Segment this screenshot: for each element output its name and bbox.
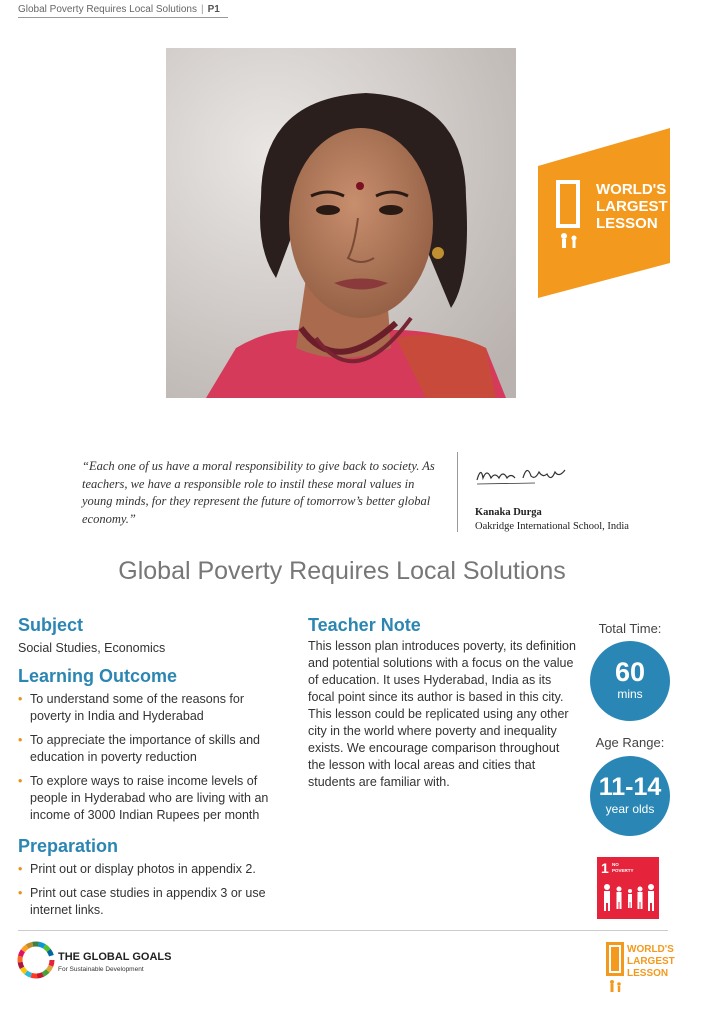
- teacher-note-heading: Teacher Note: [308, 615, 421, 635]
- quote-author-name: Kanaka Durga: [475, 507, 542, 518]
- left-column: [18, 615, 283, 926]
- teacher-quote: “Each one of us have a moral responsibility to give back to society. As teachers, we have a responsible role to instil these moral values in young minds, for they represent the future of tomorrow’s better global economy.”: [82, 459, 435, 526]
- total-time-label: Total Time:: [598, 621, 662, 636]
- list-item: • To appreciate the importance of skills and education in poverty reduction: [18, 732, 283, 766]
- middle-column: [308, 615, 578, 791]
- list-item: • To explore ways to raise income levels of people in Hyderabad who are living with an income of 3000 Indian Rupees per month: [18, 773, 283, 824]
- total-time-value: 60: [614, 657, 646, 687]
- list-item: • Print out or display photos in appendix 2.: [18, 861, 283, 878]
- quote-divider: [457, 452, 458, 532]
- learning-outcome-list: [18, 691, 283, 824]
- handwritten-signature: [475, 458, 575, 488]
- preparation-heading: Preparation: [18, 836, 119, 856]
- list-item: • Print out case studies in appendix 3 or use internet links.: [18, 885, 283, 919]
- wll-logo-line3: LESSON: [627, 968, 669, 979]
- page-title: Global Poverty Requires Local Solutions: [118, 557, 566, 585]
- teacher-portrait: [166, 48, 516, 398]
- header-underline: [18, 17, 228, 18]
- wll-logo-line2: LARGEST: [627, 956, 675, 967]
- banner-line3: LESSON: [596, 215, 658, 232]
- page-header: [18, 4, 220, 15]
- teacher-note-text: This lesson plan introduces poverty, its definition and potential solutions with a focus on the value of education. It uses Hyderabad, India as its focal point since its author is based in this city. This lesson could be replicated using any other city in the world where poverty and inequality exists. We encourage comparison throughout the lesson with local areas and cities that students are familiar with.: [308, 639, 576, 789]
- banner-line2: LARGEST: [596, 198, 668, 215]
- sdg-line1: NO: [612, 862, 619, 867]
- preparation-list: [18, 861, 283, 919]
- worlds-largest-lesson-banner: [538, 128, 670, 298]
- sdg-line2: POVERTY: [612, 868, 634, 873]
- subject-text: Social Studies, Economics: [18, 641, 166, 655]
- global-goals-logo: [18, 940, 172, 980]
- age-range-value: 11-14: [598, 773, 662, 801]
- header-title: Global Poverty Requires Local Solutions: [18, 4, 197, 15]
- sdg-no-poverty-icon: [597, 857, 659, 919]
- page-number: P1: [207, 4, 220, 15]
- footer-rule: [18, 930, 668, 931]
- quote-author-school: Oakridge International School, India: [475, 521, 629, 532]
- global-goals-title: THE GLOBAL GOALS: [58, 951, 172, 963]
- age-range-circle: [590, 756, 670, 836]
- total-time-unit: mins: [617, 687, 643, 701]
- wll-logo-line1: WORLD'S: [627, 944, 674, 955]
- header-separator: |: [200, 4, 204, 15]
- age-range-label: Age Range:: [595, 735, 665, 750]
- total-time-circle: [590, 641, 670, 721]
- global-goals-subtitle: For Sustainable Development: [58, 966, 144, 973]
- learning-outcome-heading: Learning Outcome: [18, 666, 178, 686]
- worlds-largest-lesson-logo: [604, 940, 675, 998]
- subject-heading: Subject: [18, 615, 84, 635]
- sdg-number: 1: [601, 860, 609, 876]
- age-range-unit: year olds: [605, 802, 655, 816]
- banner-line1: WORLD'S: [596, 181, 667, 198]
- list-item: • To understand some of the reasons for poverty in India and Hyderabad: [18, 691, 283, 725]
